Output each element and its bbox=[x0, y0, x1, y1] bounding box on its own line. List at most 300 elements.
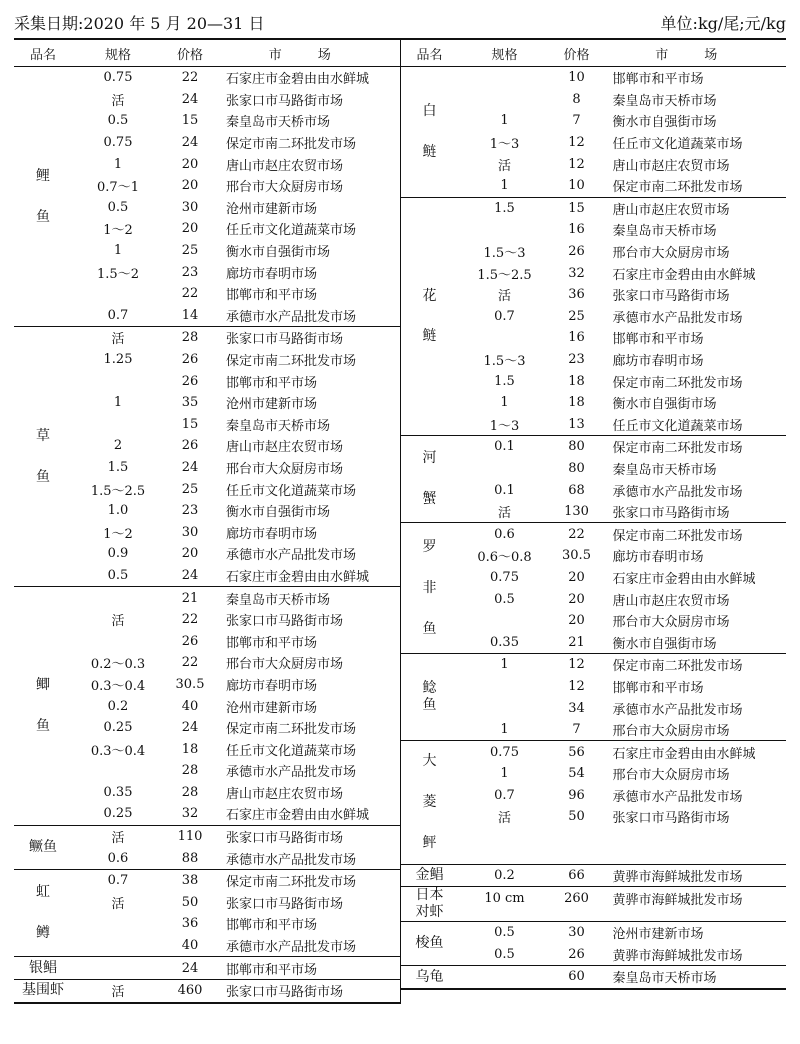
table-row bbox=[72, 935, 400, 957]
market-cell: 秦皇岛市天桥市场 bbox=[612, 93, 717, 109]
market-cell: 邯郸市和平市场 bbox=[612, 72, 704, 88]
product-group bbox=[401, 966, 787, 990]
market-cell: 石家庄市金碧由由水鲜城 bbox=[612, 746, 756, 762]
price-cell: 24 bbox=[181, 960, 199, 976]
product-name-char: 鱼 bbox=[36, 208, 50, 225]
table-row bbox=[459, 676, 787, 698]
table-row bbox=[459, 944, 787, 966]
market-cell: 邢台市大众厨房市场 bbox=[226, 657, 344, 673]
table-row bbox=[72, 500, 400, 522]
table-row bbox=[459, 785, 787, 807]
table-row bbox=[72, 760, 400, 782]
table-row bbox=[72, 847, 400, 869]
price-cell: 20 bbox=[181, 156, 199, 172]
market-cell: 保定市南二环批发市场 bbox=[226, 875, 357, 891]
group-rows bbox=[459, 198, 787, 436]
table-row bbox=[459, 132, 787, 154]
price-cell: 26 bbox=[181, 352, 199, 368]
group-rows bbox=[459, 741, 787, 863]
market-cell: 邯郸市和平市场 bbox=[226, 962, 318, 978]
market-cell: 石家庄市金碧由由水鲜城 bbox=[612, 267, 756, 283]
price-cell: 30.5 bbox=[562, 548, 591, 564]
market-cell: 石家庄市金碧由由水鲜城 bbox=[226, 569, 370, 585]
price-cell: 22 bbox=[568, 526, 585, 542]
price-cell: 25 bbox=[181, 243, 199, 259]
market-cell: 黄骅市海鲜城批发市场 bbox=[612, 948, 743, 964]
table-row bbox=[72, 674, 400, 696]
market-cell: 保定市南二环批发市场 bbox=[612, 528, 743, 544]
price-cell: 80 bbox=[568, 460, 585, 476]
market-cell: 邯郸市和平市场 bbox=[226, 288, 318, 304]
price-cell: 15 bbox=[181, 113, 199, 129]
spec-cell: 活 bbox=[497, 811, 511, 827]
market-cell: 承德市水产品批发市场 bbox=[612, 310, 743, 326]
left-column bbox=[14, 67, 401, 1004]
table-row bbox=[459, 523, 787, 545]
product-name bbox=[401, 67, 459, 197]
price-cell: 20 bbox=[181, 178, 199, 194]
table-row bbox=[72, 435, 400, 457]
group-rows bbox=[72, 870, 400, 956]
market-cell: 邢台市大众厨房市场 bbox=[226, 180, 344, 196]
table-row bbox=[72, 457, 400, 479]
table-row bbox=[72, 197, 400, 219]
product-group bbox=[14, 67, 400, 327]
product-name-char: 鲢 bbox=[422, 143, 437, 160]
header-price: 价格 bbox=[176, 47, 203, 63]
market-cell: 秦皇岛市天桥市场 bbox=[612, 224, 717, 240]
price-cell: 60 bbox=[568, 969, 585, 985]
market-cell: 张家口市马路街市场 bbox=[226, 332, 344, 348]
market-cell: 保定市南二环批发市场 bbox=[226, 722, 357, 738]
table-row bbox=[459, 198, 787, 220]
group-rows bbox=[72, 826, 400, 869]
spec-cell: 活 bbox=[497, 289, 511, 305]
price-cell: 20 bbox=[568, 613, 585, 629]
table-row bbox=[459, 588, 787, 610]
table-row bbox=[72, 695, 400, 717]
spec-cell: 0.2～0.3 bbox=[90, 657, 146, 673]
table-row bbox=[459, 865, 787, 887]
product-name-char: 花 bbox=[422, 287, 437, 304]
price-cell: 22 bbox=[181, 612, 199, 628]
header-name: 品名 bbox=[29, 47, 56, 63]
price-cell: 20 bbox=[568, 569, 585, 585]
price-cell: 260 bbox=[564, 890, 589, 906]
market-cell: 衡水市自强街市场 bbox=[612, 636, 717, 652]
market-cell: 唐山市赵庄农贸市场 bbox=[612, 158, 730, 174]
price-cell: 23 bbox=[181, 264, 199, 280]
product-group bbox=[401, 198, 787, 437]
price-cell: 26 bbox=[568, 244, 585, 260]
spec-cell: 1～3 bbox=[489, 137, 520, 153]
group-rows bbox=[459, 67, 787, 197]
table-row bbox=[72, 305, 400, 327]
price-cell: 10 bbox=[568, 178, 585, 194]
table-row bbox=[459, 262, 787, 284]
spec-cell: 0.7 bbox=[107, 873, 129, 889]
spec-cell: 活 bbox=[111, 614, 125, 630]
table-row bbox=[459, 219, 787, 241]
price-cell: 24 bbox=[181, 567, 199, 583]
price-cell: 18 bbox=[181, 741, 199, 757]
market-cell: 张家口市马路街市场 bbox=[226, 93, 344, 109]
price-cell: 24 bbox=[181, 135, 199, 151]
table-row bbox=[72, 630, 400, 652]
product-name bbox=[14, 826, 72, 869]
product-name-char: 鱼 bbox=[36, 718, 50, 735]
market-cell: 廊坊市春明市场 bbox=[226, 678, 318, 694]
table-row bbox=[459, 806, 787, 828]
price-cell: 36 bbox=[181, 916, 199, 932]
product-name-char: 鱼 bbox=[422, 620, 437, 637]
table-body bbox=[14, 67, 786, 1004]
table-row bbox=[459, 306, 787, 328]
price-cell: 7 bbox=[572, 113, 581, 129]
spec-cell: 1 bbox=[500, 657, 509, 673]
product-name-char: 鱼 bbox=[422, 697, 437, 714]
product-group bbox=[14, 826, 400, 870]
market-cell: 衡水市自强街市场 bbox=[612, 397, 717, 413]
product-name bbox=[14, 870, 72, 956]
price-cell: 18 bbox=[568, 395, 585, 411]
spec-cell: 1.5～3 bbox=[483, 246, 526, 262]
price-cell: 23 bbox=[181, 503, 199, 519]
product-group bbox=[14, 587, 400, 826]
market-cell: 邢台市大众厨房市场 bbox=[612, 246, 730, 262]
price-cell: 56 bbox=[568, 744, 585, 760]
product-name-text: 银鲳 bbox=[29, 959, 57, 976]
table-row bbox=[459, 327, 787, 349]
price-cell: 23 bbox=[568, 352, 585, 368]
table-row bbox=[72, 89, 400, 111]
market-cell: 张家口市马路街市场 bbox=[226, 985, 344, 1001]
product-group bbox=[401, 67, 787, 198]
unit-note: 单位:kg/尾;元/kg bbox=[660, 13, 786, 33]
price-cell: 35 bbox=[181, 395, 199, 411]
market-cell: 石家庄市金碧由由水鲜城 bbox=[226, 72, 370, 88]
product-name bbox=[401, 436, 459, 522]
table-row bbox=[72, 521, 400, 543]
market-cell: 承德市水产品批发市场 bbox=[226, 852, 357, 868]
product-group bbox=[14, 980, 400, 1004]
price-cell: 21 bbox=[181, 590, 199, 606]
header-market: 市场 bbox=[655, 47, 754, 63]
product-name-line: 对虾 bbox=[415, 904, 444, 921]
spec-cell: 0.6～0.8 bbox=[477, 550, 532, 566]
price-cell: 24 bbox=[181, 459, 199, 475]
market-cell: 秦皇岛市天桥市场 bbox=[226, 592, 331, 608]
table-row bbox=[72, 67, 400, 89]
market-cell: 张家口市马路街市场 bbox=[612, 289, 730, 305]
price-cell: 54 bbox=[568, 766, 585, 782]
price-cell: 16 bbox=[568, 330, 585, 346]
price-cell: 80 bbox=[568, 439, 585, 455]
spec-cell: 1.5～2.5 bbox=[90, 483, 146, 499]
table-row bbox=[72, 543, 400, 565]
table-row bbox=[459, 110, 787, 132]
spec-cell: 0.3～0.4 bbox=[90, 743, 146, 759]
price-cell: 15 bbox=[568, 200, 585, 216]
price-cell: 22 bbox=[181, 286, 199, 302]
spec-cell: 1.5 bbox=[107, 459, 129, 475]
price-cell: 36 bbox=[568, 287, 585, 303]
market-cell: 秦皇岛市天桥市场 bbox=[226, 418, 331, 434]
market-cell: 邢台市大众厨房市场 bbox=[612, 615, 730, 631]
product-name bbox=[401, 741, 459, 863]
market-cell: 承德市水产品批发市场 bbox=[226, 765, 357, 781]
product-name-char: 河 bbox=[422, 450, 437, 467]
market-cell: 唐山市赵庄农贸市场 bbox=[612, 202, 730, 218]
market-cell: 邯郸市和平市场 bbox=[226, 635, 318, 651]
market-cell: 张家口市马路街市场 bbox=[612, 506, 730, 522]
price-cell: 26 bbox=[181, 373, 199, 389]
market-cell: 承德市水产品批发市场 bbox=[612, 484, 743, 500]
table-row bbox=[459, 741, 787, 763]
spec-cell: 1 bbox=[500, 395, 509, 411]
product-group bbox=[401, 865, 787, 888]
spec-cell: 0.5 bbox=[494, 925, 515, 941]
market-cell: 邢台市大众厨房市场 bbox=[612, 724, 730, 740]
price-cell: 30 bbox=[181, 524, 199, 540]
market-cell: 石家庄市金碧由由水鲜城 bbox=[226, 808, 370, 824]
spec-cell: 0.35 bbox=[490, 634, 519, 650]
price-cell: 22 bbox=[181, 655, 199, 671]
market-cell: 廊坊市春明市场 bbox=[612, 550, 704, 566]
product-name-text: 金鲳 bbox=[415, 867, 444, 884]
market-cell: 秦皇岛市天桥市场 bbox=[612, 462, 717, 478]
table-row bbox=[459, 414, 787, 436]
header-name: 品名 bbox=[416, 47, 443, 63]
price-cell: 24 bbox=[181, 720, 199, 736]
spec-cell: 0.1 bbox=[494, 439, 515, 455]
spec-cell: 0.5 bbox=[494, 946, 515, 962]
product-name-char: 非 bbox=[422, 579, 437, 596]
price-cell: 10 bbox=[568, 70, 585, 86]
price-cell: 50 bbox=[568, 809, 585, 825]
price-cell: 8 bbox=[572, 91, 581, 107]
table-row bbox=[72, 370, 400, 392]
table-row bbox=[459, 697, 787, 719]
market-cell: 沧州市建新市场 bbox=[612, 927, 704, 943]
spec-cell: 0.7 bbox=[107, 307, 129, 323]
spec-cell: 1～2 bbox=[103, 223, 133, 239]
group-rows bbox=[72, 980, 400, 1002]
spec-cell: 0.1 bbox=[494, 482, 515, 498]
market-cell: 保定市南二环批发市场 bbox=[612, 375, 743, 391]
market-cell: 承德市水产品批发市场 bbox=[226, 309, 357, 325]
price-cell: 110 bbox=[177, 829, 203, 845]
group-rows bbox=[459, 523, 787, 653]
spec-cell: 0.75 bbox=[490, 744, 519, 760]
header-left bbox=[14, 40, 401, 66]
product-group bbox=[401, 922, 787, 966]
market-cell: 廊坊市春明市场 bbox=[226, 266, 318, 282]
spec-cell: 1～3 bbox=[489, 418, 520, 434]
price-cell: 30.5 bbox=[175, 676, 205, 692]
spec-cell: 活 bbox=[111, 896, 125, 912]
table-row bbox=[72, 652, 400, 674]
product-name-text: 基围虾 bbox=[22, 982, 64, 999]
product-name-char: 草 bbox=[36, 427, 50, 444]
spec-cell: 1.5～2 bbox=[97, 266, 139, 282]
spec-cell: 0.7 bbox=[494, 308, 515, 324]
header-market: 市场 bbox=[268, 47, 367, 63]
table-row bbox=[72, 327, 400, 349]
market-cell: 沧州市建新市场 bbox=[226, 201, 318, 217]
price-cell: 22 bbox=[181, 70, 199, 86]
price-cell: 40 bbox=[181, 938, 199, 954]
table-row bbox=[459, 370, 787, 392]
product-name bbox=[401, 887, 459, 921]
market-cell: 衡水市自强街市场 bbox=[612, 115, 717, 131]
table-row bbox=[459, 153, 787, 175]
right-column bbox=[401, 67, 787, 1004]
spec-cell: 0.7～1 bbox=[97, 180, 139, 196]
product-name bbox=[14, 980, 72, 1002]
table-row bbox=[459, 349, 787, 371]
product-name-char: 罗 bbox=[422, 539, 437, 556]
market-cell: 张家口市马路街市场 bbox=[226, 896, 344, 912]
table-row bbox=[72, 132, 400, 154]
group-rows bbox=[459, 887, 787, 921]
spec-cell: 0.6 bbox=[494, 526, 515, 542]
price-cell: 68 bbox=[568, 482, 585, 498]
spec-cell: 0.7 bbox=[494, 787, 515, 803]
table-row bbox=[72, 738, 400, 760]
product-name bbox=[14, 67, 72, 326]
header-spec: 规格 bbox=[104, 47, 131, 63]
price-cell: 32 bbox=[568, 265, 585, 281]
table-row bbox=[459, 631, 787, 653]
spec-cell: 0.75 bbox=[103, 135, 133, 151]
price-cell: 30 bbox=[568, 925, 585, 941]
product-name-char: 鲆 bbox=[422, 835, 437, 851]
price-cell: 25 bbox=[181, 481, 199, 497]
table-row bbox=[72, 240, 400, 262]
market-cell: 张家口市马路街市场 bbox=[226, 831, 344, 847]
spec-cell: 0.5 bbox=[107, 567, 129, 583]
header-spec: 规格 bbox=[491, 47, 518, 63]
table-row bbox=[459, 887, 787, 909]
spec-cell: 0.5 bbox=[107, 113, 129, 129]
spec-cell: 0.25 bbox=[103, 720, 133, 736]
price-table bbox=[14, 38, 786, 1004]
market-cell: 承德市水产品批发市场 bbox=[226, 548, 357, 564]
spec-cell: 1.5 bbox=[494, 200, 515, 216]
spec-cell: 1～2 bbox=[103, 526, 133, 542]
group-rows bbox=[459, 865, 787, 887]
table-row bbox=[459, 966, 787, 988]
table-row bbox=[72, 153, 400, 175]
price-cell: 18 bbox=[568, 373, 585, 389]
spec-cell: 0.3～0.4 bbox=[90, 678, 146, 694]
table-row bbox=[459, 67, 787, 89]
spec-cell: 2 bbox=[113, 438, 123, 454]
market-cell: 廊坊市春明市场 bbox=[226, 526, 318, 542]
spec-cell: 1.5～3 bbox=[483, 354, 526, 370]
product-name-char: 虹 bbox=[36, 884, 50, 901]
market-cell: 张家口市马路街市场 bbox=[226, 614, 344, 630]
spec-cell: 0.2 bbox=[107, 698, 129, 714]
price-cell: 96 bbox=[568, 787, 585, 803]
table-row bbox=[459, 436, 787, 458]
market-cell: 衡水市自强街市场 bbox=[226, 505, 331, 521]
table-row bbox=[72, 283, 400, 305]
table-row bbox=[72, 565, 400, 587]
table-row bbox=[72, 110, 400, 132]
spec-cell: 1.5～2.5 bbox=[477, 267, 532, 283]
market-cell: 秦皇岛市天桥市场 bbox=[612, 971, 717, 987]
product-name-char: 鲤 bbox=[36, 167, 50, 184]
market-cell: 任丘市文化道蔬菜市场 bbox=[226, 743, 357, 759]
spec-cell: 0.75 bbox=[490, 569, 519, 585]
market-cell: 任丘市文化道蔬菜市场 bbox=[226, 483, 357, 499]
table-row bbox=[459, 392, 787, 414]
product-name-text: 鳜鱼 bbox=[29, 838, 57, 855]
product-name-char: 鳟 bbox=[36, 925, 50, 942]
market-cell: 承德市水产品批发市场 bbox=[226, 940, 357, 956]
table-row bbox=[72, 175, 400, 197]
spec-cell: 活 bbox=[497, 506, 511, 522]
market-cell: 任丘市文化道蔬菜市场 bbox=[612, 418, 743, 434]
spec-cell: 0.9 bbox=[107, 546, 129, 562]
table-row bbox=[72, 870, 400, 892]
table-row bbox=[72, 478, 400, 500]
price-cell: 16 bbox=[568, 222, 585, 238]
collection-date: 采集日期:2020 年 5 月 20—31 日 bbox=[14, 13, 265, 33]
price-cell: 12 bbox=[568, 657, 585, 673]
table-row bbox=[72, 892, 400, 914]
product-group bbox=[14, 327, 400, 587]
product-group bbox=[401, 654, 787, 741]
spec-cell: 活 bbox=[111, 831, 125, 847]
price-cell: 26 bbox=[568, 946, 585, 962]
product-name-text: 乌龟 bbox=[415, 968, 444, 985]
spec-cell: 10 cm bbox=[484, 890, 525, 906]
table-row bbox=[72, 609, 400, 631]
price-cell: 24 bbox=[181, 91, 199, 107]
table-row bbox=[72, 803, 400, 825]
product-name bbox=[14, 587, 72, 825]
product-name-char: 鲢 bbox=[422, 328, 437, 345]
price-cell: 13 bbox=[568, 416, 585, 432]
spec-cell: 1 bbox=[500, 766, 509, 782]
product-group bbox=[401, 523, 787, 654]
table-row bbox=[459, 567, 787, 589]
product-name-char: 菱 bbox=[422, 794, 437, 811]
page-header bbox=[14, 10, 786, 34]
spec-cell: 活 bbox=[111, 93, 125, 109]
table-row bbox=[459, 610, 787, 632]
market-cell: 邯郸市和平市场 bbox=[226, 375, 318, 391]
spec-cell: 1 bbox=[113, 395, 123, 411]
price-cell: 66 bbox=[568, 868, 585, 884]
group-rows bbox=[459, 436, 787, 522]
price-cell: 12 bbox=[568, 678, 585, 694]
price-cell: 40 bbox=[181, 698, 199, 714]
spec-cell: 0.35 bbox=[103, 784, 133, 800]
price-cell: 12 bbox=[568, 156, 585, 172]
price-cell: 14 bbox=[181, 307, 199, 323]
market-cell: 邢台市大众厨房市场 bbox=[226, 461, 344, 477]
product-name-text: 梭鱼 bbox=[415, 935, 444, 952]
table-row bbox=[459, 89, 787, 111]
market-cell: 保定市南二环批发市场 bbox=[226, 354, 357, 370]
product-name bbox=[401, 922, 459, 965]
price-cell: 28 bbox=[181, 763, 199, 779]
spec-cell: 活 bbox=[497, 158, 511, 174]
